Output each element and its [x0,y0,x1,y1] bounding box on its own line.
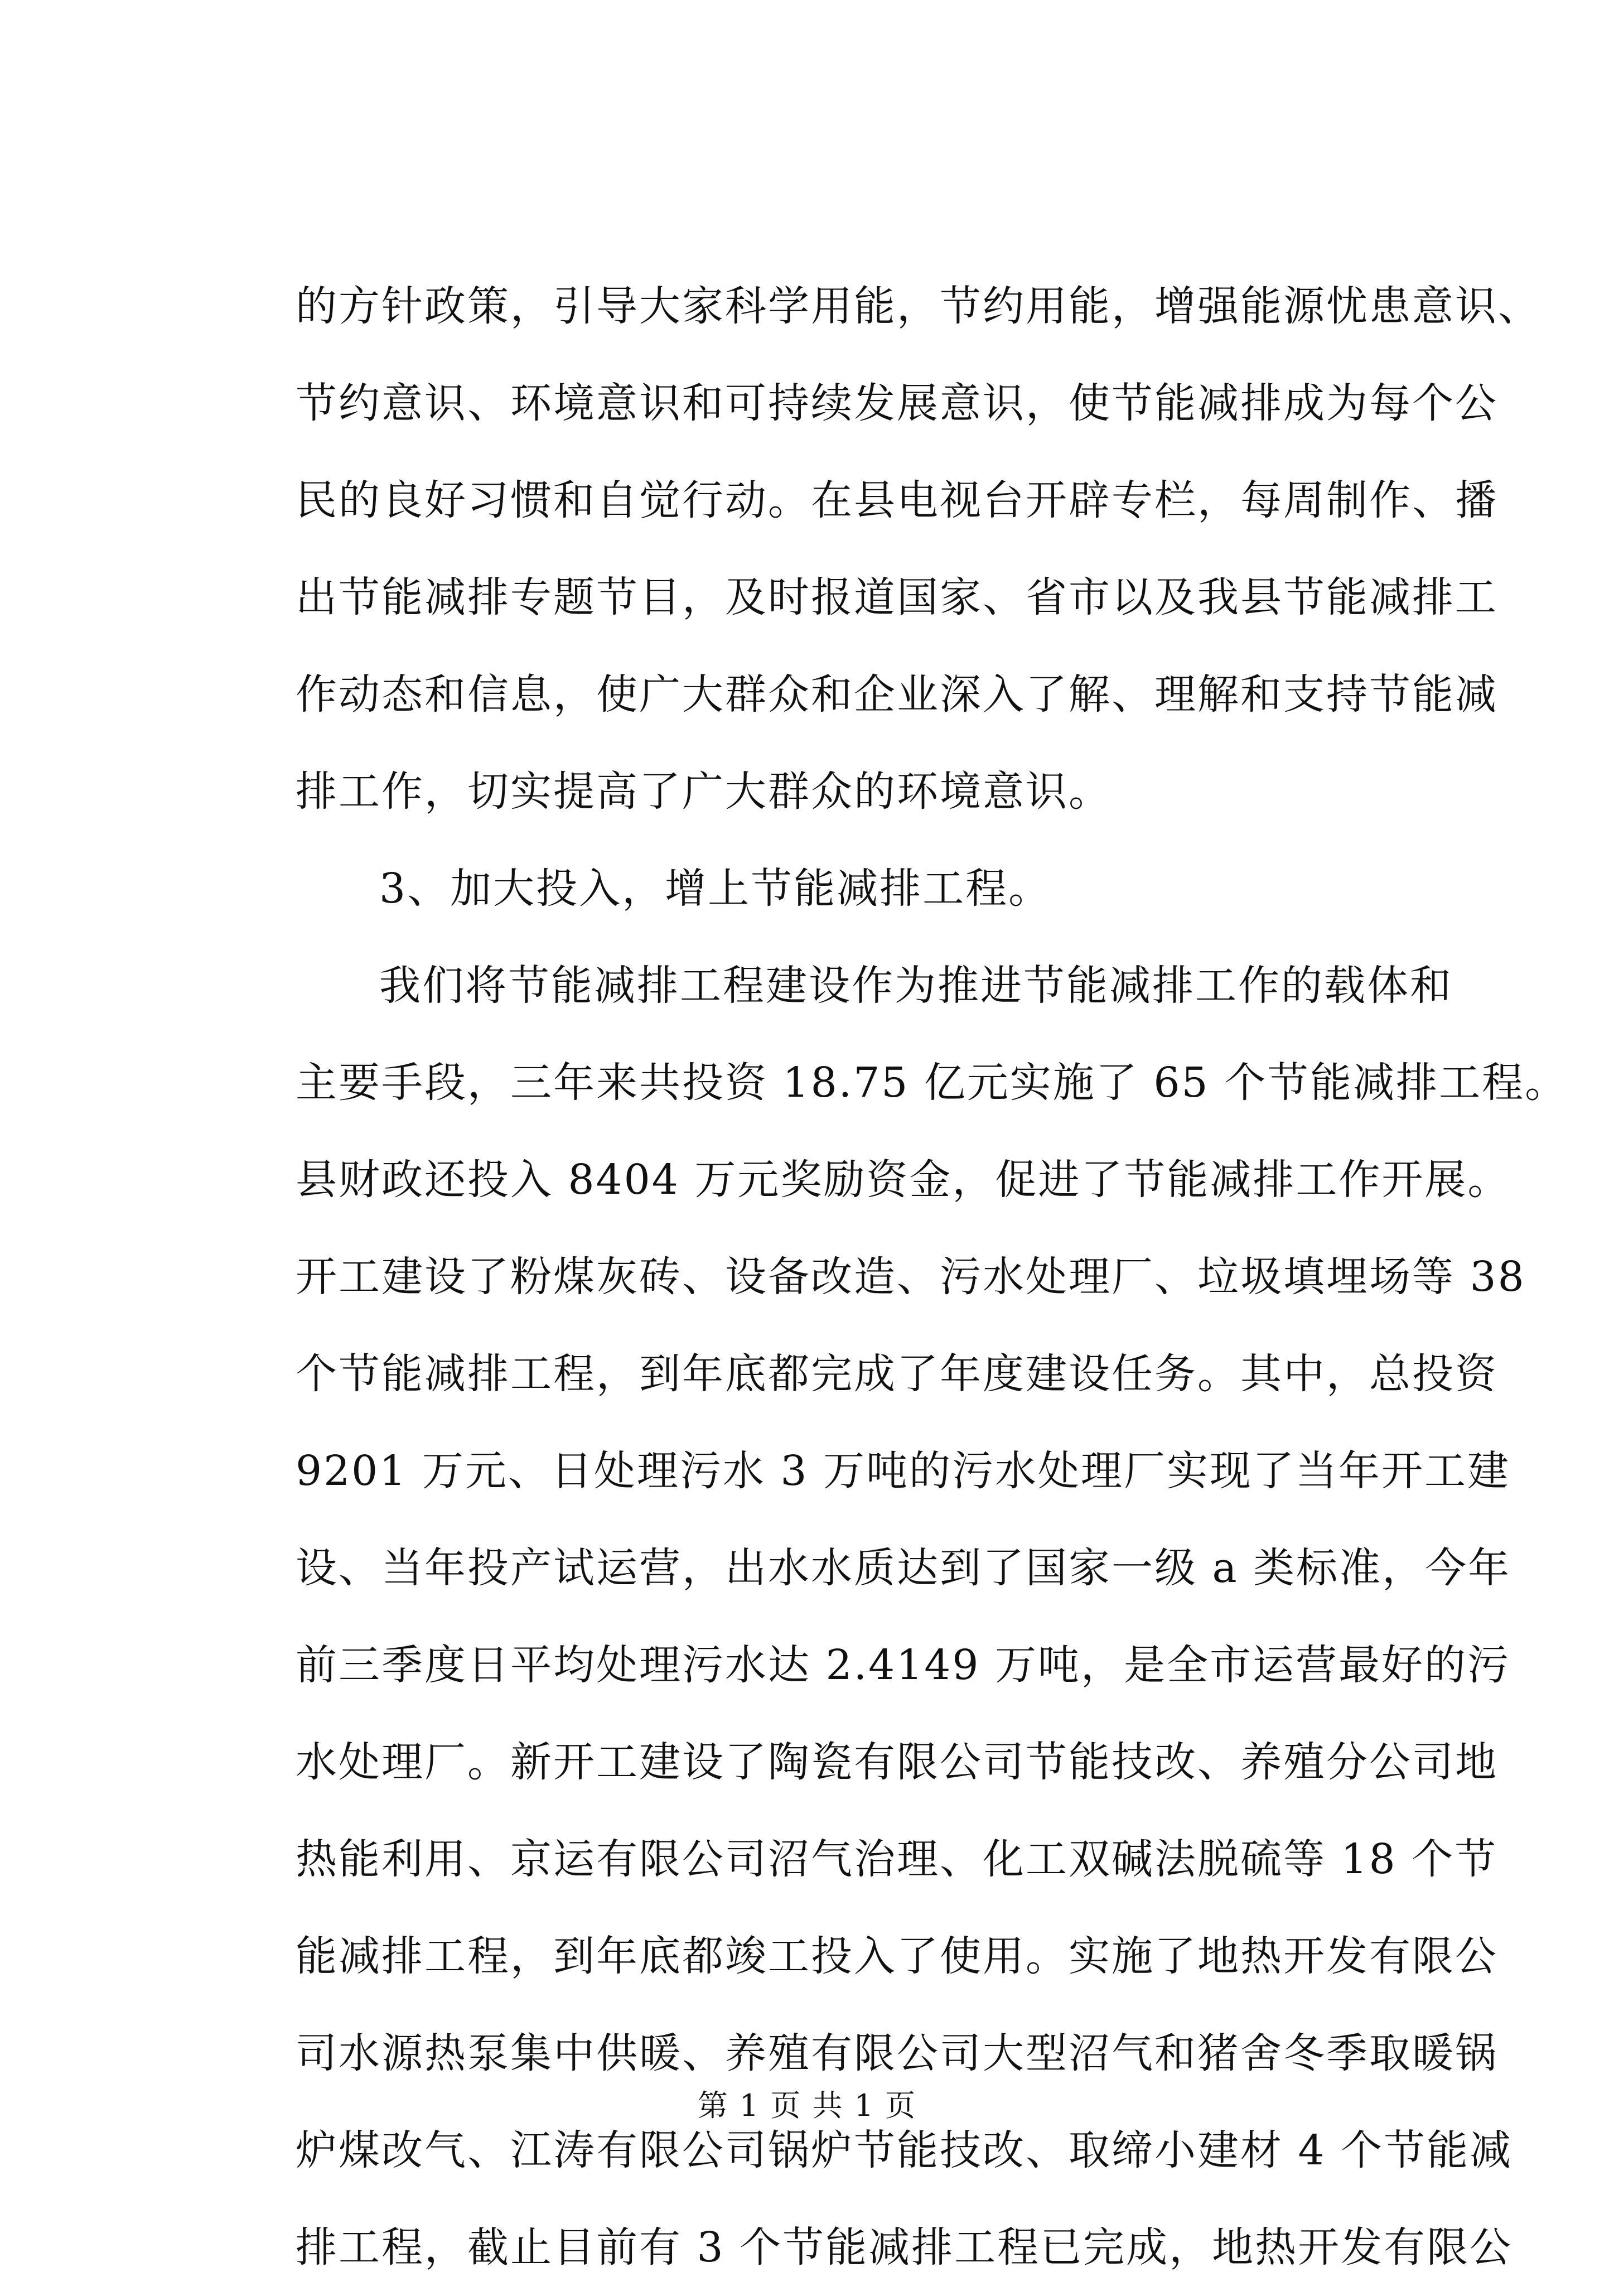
text-line-4: 出节能减排专题节目，及时报道国家、省市以及我县节能减排工 [296,573,1498,621]
text-line-11: 开工建设了粉煤灰砖、设备改造、污水处理厂、垃圾填埋场等 38 [296,1253,1526,1301]
text-line-16: 水处理厂。新开工建设了陶瓷有限公司节能技改、养殖分公司地 [296,1738,1498,1786]
text-line-17: 热能利用、京运有限公司沼气治理、化工双碱法脱硫等 18 个节 [296,1835,1498,1883]
text-line-10: 县财政还投入 8404 万元奖励资金，促进了节能减排工作开展。 [296,1156,1511,1204]
page-footer: 第 1 页 共 1 页 [697,2088,917,2123]
text-line-6: 排工作，切实提高了广大群众的环境意识。 [296,768,1112,816]
text-line-1: 的方针政策，引导大家科学用能，节约用能，增强能源忧患意识、 [296,282,1541,330]
text-line-3: 民的良好习惯和自觉行动。在县电视台开辟专栏，每周制作、播 [296,476,1498,524]
document-body [296,258,1568,2296]
text-line-5: 作动态和信息，使广大群众和企业深入了解、理解和支持节能减 [296,671,1498,718]
section-heading: 3、加大投入，增上节能减排工程。 [379,865,1052,913]
text-line-2: 节约意识、环境意识和可持续发展意识，使节能减排成为每个公 [296,379,1498,427]
text-line-20: 炉煤改气、江涛有限公司锅炉节能技改、取缔小建材 4 个节能减 [296,2126,1513,2174]
text-line-19: 司水源热泵集中供暖、养殖有限公司大型沼气和猪舍冬季取暖锅 [296,2029,1498,2077]
text-line-8: 我们将节能减排工程建设作为推进节能减排工作的载体和 [379,962,1453,1010]
text-line-14: 设、当年投产试运营，出水水质达到了国家一级 a 类标准，今年 [296,1544,1511,1592]
text-line-12: 个节能减排工程，到年底都完成了年度建设任务。其中，总投资 [296,1350,1498,1398]
text-line-9: 主要手段，三年来共投资 18.75 亿元实施了 65 个节能减排工程。 [296,1059,1568,1107]
text-line-21: 排工程，截止目前有 3 个节能减排工程已完成，地热开发有限公 [296,2223,1513,2271]
text-line-18: 能减排工程，到年底都竣工投入了使用。实施了地热开发有限公 [296,1932,1498,1980]
text-line-15: 前三季度日平均处理污水达 2.4149 万吨，是全市运营最好的污 [296,1641,1510,1689]
text-line-13: 9201 万元、日处理污水 3 万吨的污水处理厂实现了当年开工建 [296,1447,1510,1495]
